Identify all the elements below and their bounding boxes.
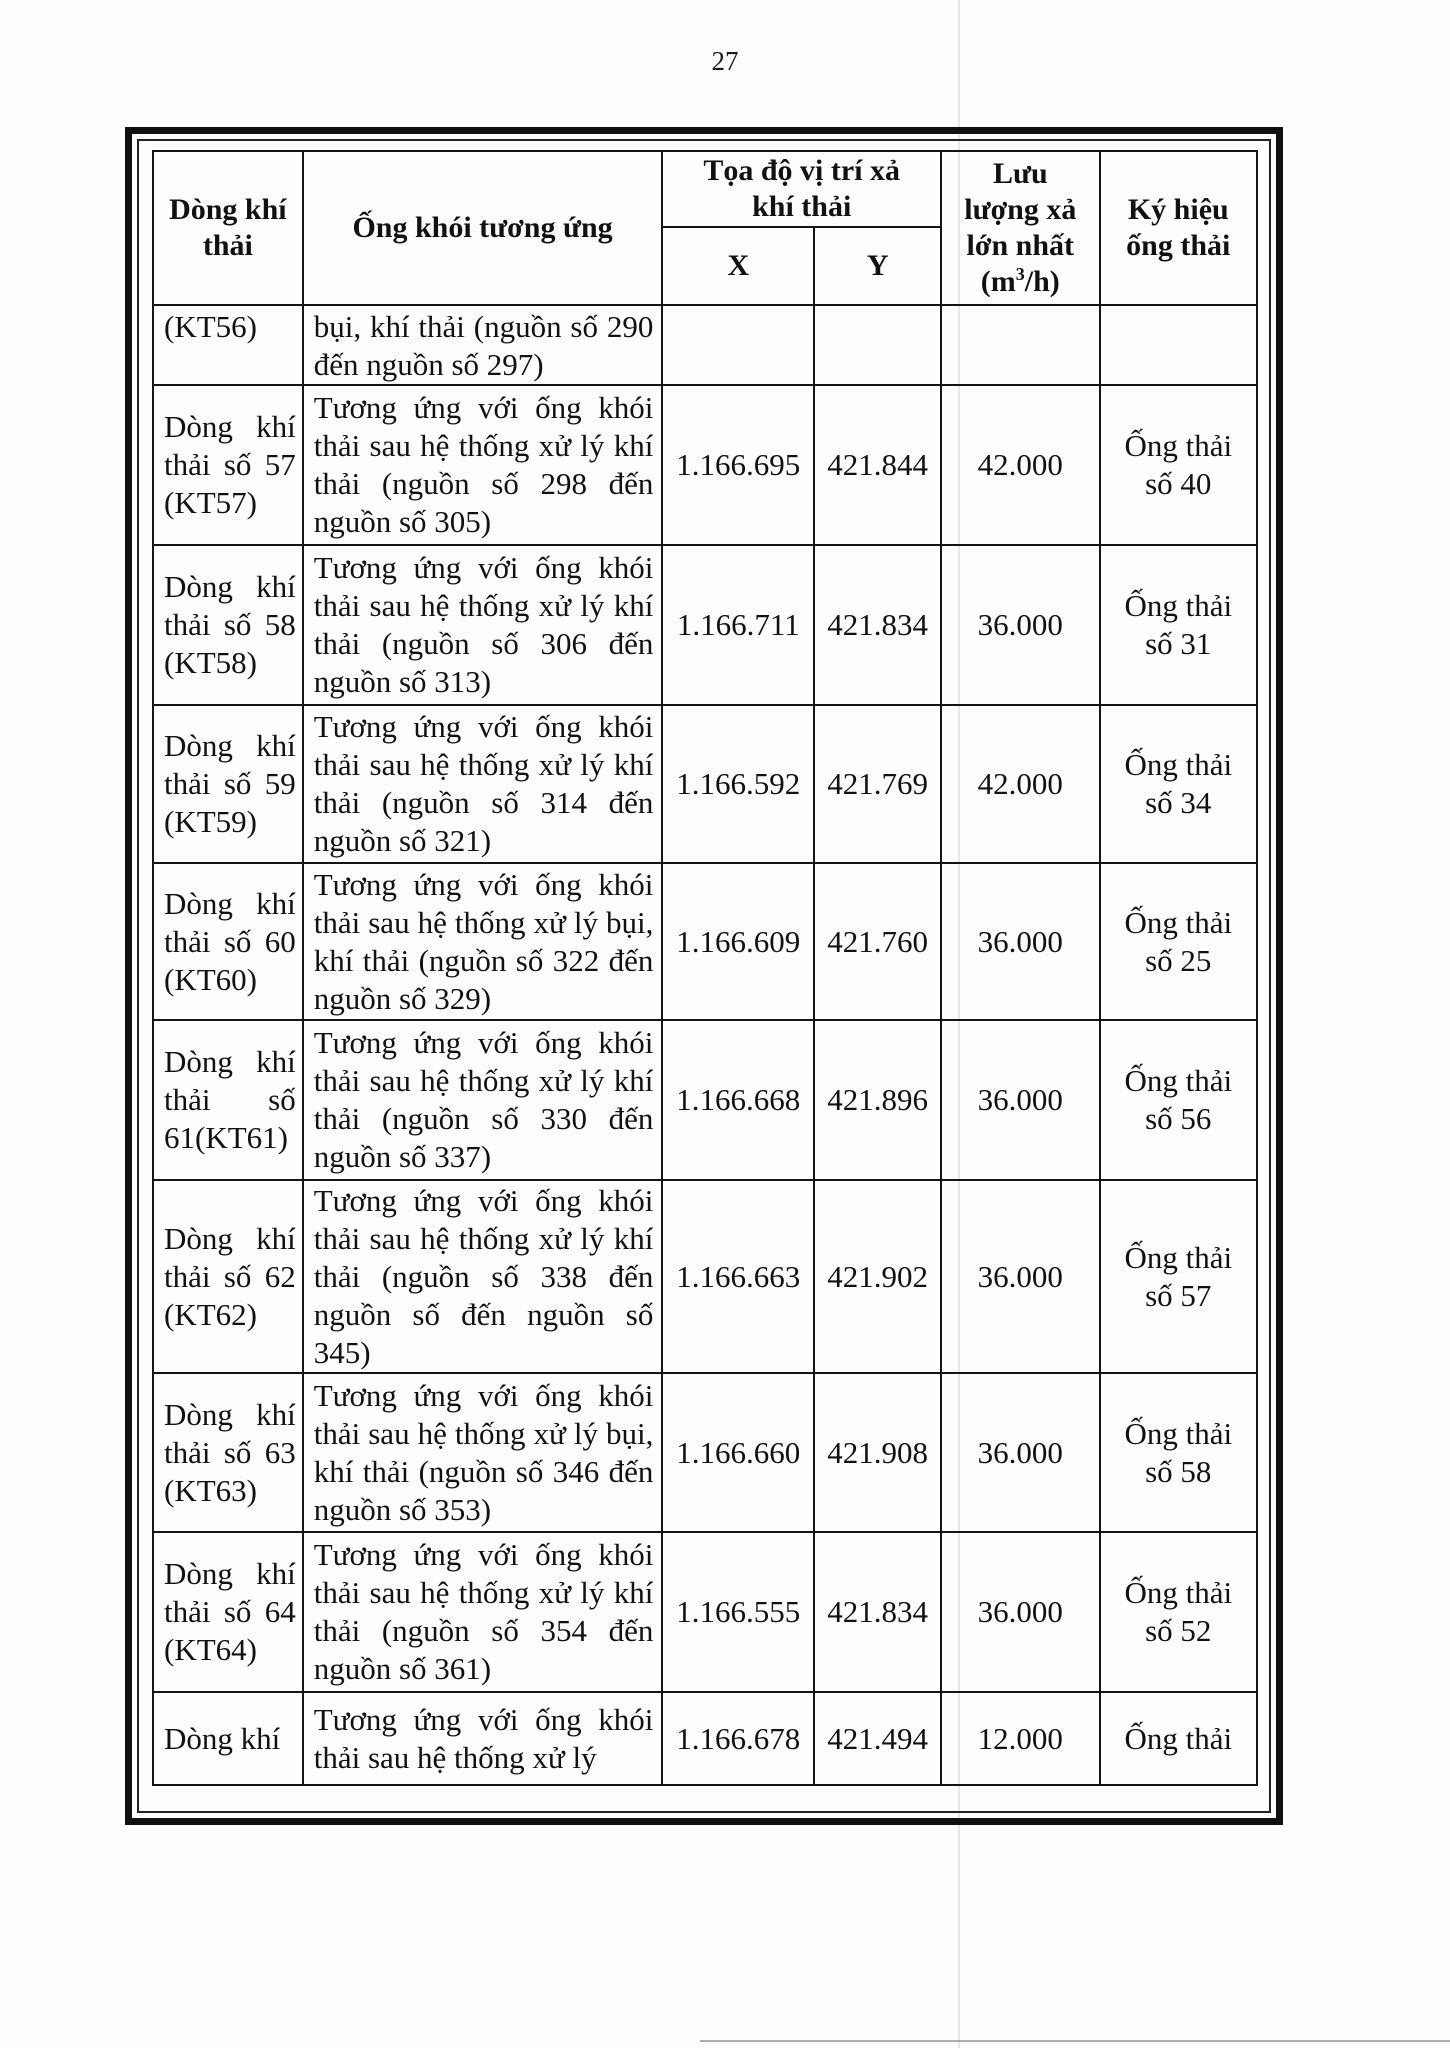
row-symbol: Ống thải số 57: [1100, 1180, 1257, 1373]
header-y: Y: [814, 227, 941, 305]
table-row: [153, 705, 1257, 863]
row-description: Tương ứng với ống khói thải sau hệ thống xử lý khí thải (nguồn số 306 đến nguồn số 313): [303, 545, 663, 705]
row-name: Dòng khí thải số 59 (KT59): [153, 705, 303, 863]
table-row: [153, 1020, 1257, 1180]
row-flow: 36.000: [941, 863, 1099, 1020]
row-flow: 36.000: [941, 1020, 1099, 1180]
header-max-flow: [941, 151, 1099, 305]
row-y: 421.902: [814, 1180, 941, 1373]
row-y: [814, 305, 941, 385]
row-symbol: [1100, 305, 1257, 385]
table-row: [153, 1532, 1257, 1692]
row-name: Dòng khí thải số 57 (KT57): [153, 385, 303, 545]
row-flow: 42.000: [941, 705, 1099, 863]
header-emission-stream: Dòng khí thải: [153, 151, 303, 305]
row-description: Tương ứng với ống khói thải sau hệ thống xử lý bụi, khí thải (nguồn số 346 đến nguồn số 353): [303, 1373, 663, 1532]
header-max-flow-superscript: 3: [1015, 264, 1025, 284]
row-y: 421.896: [814, 1020, 941, 1180]
table-row: [153, 385, 1257, 545]
emission-table: [152, 150, 1258, 1786]
row-flow: 36.000: [941, 545, 1099, 705]
table-row: [153, 863, 1257, 1020]
row-y: 421.844: [814, 385, 941, 545]
header-stack-symbol: Ký hiệu ống thải: [1100, 151, 1257, 305]
row-description: bụi, khí thải (nguồn số 290 đến nguồn số 297): [303, 305, 663, 385]
row-y: 421.908: [814, 1373, 941, 1532]
row-flow: 36.000: [941, 1373, 1099, 1532]
page-number: 27: [711, 46, 739, 76]
row-x: 1.166.555: [662, 1532, 814, 1692]
row-symbol: Ống thải số 25: [1100, 863, 1257, 1020]
row-x: 1.166.695: [662, 385, 814, 545]
table-row: [153, 545, 1257, 705]
row-symbol: Ống thải số 52: [1100, 1532, 1257, 1692]
row-symbol: Ống thải số 31: [1100, 545, 1257, 705]
row-x: [662, 305, 814, 385]
row-description: Tương ứng với ống khói thải sau hệ thống xử lý bụi, khí thải (nguồn số 322 đến nguồn số 329): [303, 863, 663, 1020]
row-y: 421.834: [814, 545, 941, 705]
row-x: 1.166.663: [662, 1180, 814, 1373]
row-symbol: Ống thải số 58: [1100, 1373, 1257, 1532]
row-description: Tương ứng với ống khói thải sau hệ thống xử lý khí thải (nguồn số 298 đến nguồn số 305): [303, 385, 663, 545]
row-name: Dòng khí thải số 64 (KT64): [153, 1532, 303, 1692]
header-coordinates: Tọa độ vị trí xả khí thải: [662, 151, 941, 227]
row-flow: 36.000: [941, 1532, 1099, 1692]
row-y: 421.834: [814, 1532, 941, 1692]
row-description: Tương ứng với ống khói thải sau hệ thống xử lý khí thải (nguồn số 330 đến nguồn số 337): [303, 1020, 663, 1180]
header-max-flow-label: Lưu lượng xả lớn nhất (m: [964, 157, 1077, 298]
row-x: 1.166.668: [662, 1020, 814, 1180]
row-description: Tương ứng với ống khói thải sau hệ thống xử lý khí thải (nguồn số 338 đến nguồn số đến nguồn số 345): [303, 1180, 663, 1373]
row-symbol: Ống thải: [1100, 1692, 1257, 1785]
row-name: Dòng khí thải số 60 (KT60): [153, 863, 303, 1020]
row-x: 1.166.592: [662, 705, 814, 863]
row-y: 421.769: [814, 705, 941, 863]
row-description: Tương ứng với ống khói thải sau hệ thống xử lý khí thải (nguồn số 354 đến nguồn số 361): [303, 1532, 663, 1692]
row-x: 1.166.609: [662, 863, 814, 1020]
table-row: [153, 1180, 1257, 1373]
row-flow: 12.000: [941, 1692, 1099, 1785]
header-x: X: [662, 227, 814, 305]
row-name: Dòng khí thải số 63 (KT63): [153, 1373, 303, 1532]
row-x: 1.166.678: [662, 1692, 814, 1785]
scan-artifact-horizontal-line: [700, 2040, 1450, 2042]
row-symbol: Ống thải số 40: [1100, 385, 1257, 545]
table-row: [153, 1692, 1257, 1785]
row-flow: 42.000: [941, 385, 1099, 545]
row-symbol: Ống thải số 34: [1100, 705, 1257, 863]
table-body: [153, 305, 1257, 1785]
row-description: Tương ứng với ống khói thải sau hệ thống xử lý khí thải (nguồn số 314 đến nguồn số 321): [303, 705, 663, 863]
row-symbol: Ống thải số 56: [1100, 1020, 1257, 1180]
row-flow: 36.000: [941, 1180, 1099, 1373]
header-max-flow-unit: /h): [1024, 265, 1060, 298]
row-description: Tương ứng với ống khói thải sau hệ thống xử lý: [303, 1692, 663, 1785]
table-row-continued: [153, 305, 1257, 385]
row-x: 1.166.660: [662, 1373, 814, 1532]
row-name: Dòng khí thải số 58 (KT58): [153, 545, 303, 705]
header-stack: Ống khói tương ứng: [303, 151, 663, 305]
row-flow: [941, 305, 1099, 385]
row-y: 421.760: [814, 863, 941, 1020]
row-name: Dòng khí thải số 62 (KT62): [153, 1180, 303, 1373]
row-x: 1.166.711: [662, 545, 814, 705]
table-row: [153, 1373, 1257, 1532]
row-name: Dòng khí thải số 61(KT61): [153, 1020, 303, 1180]
row-name: Dòng khí: [153, 1692, 303, 1785]
row-name: (KT56): [153, 305, 303, 385]
row-y: 421.494: [814, 1692, 941, 1785]
table-header: [153, 151, 1257, 305]
